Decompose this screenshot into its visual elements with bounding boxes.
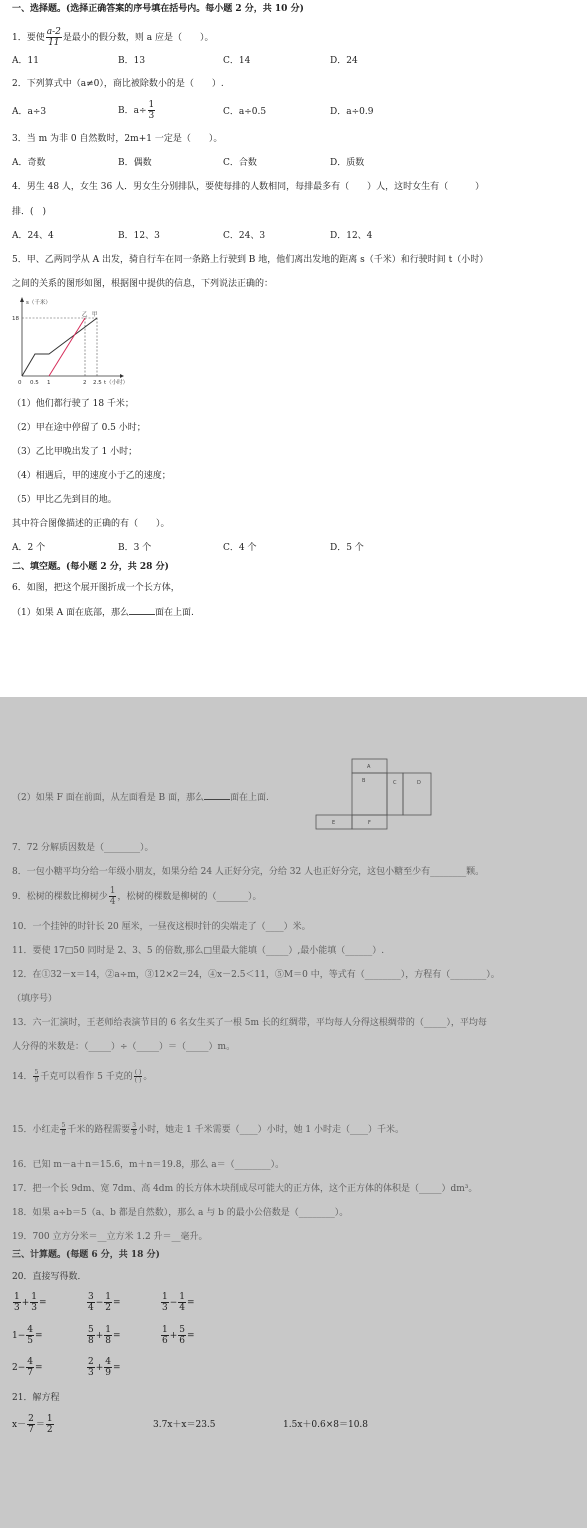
question-16: 16．已知 m－a＋n＝15.6，m＋n＝19.8，那么 a＝（________）。 bbox=[12, 1160, 285, 1170]
eq1-pre: x－ bbox=[12, 1420, 27, 1430]
fraction-denominator: 3 bbox=[31, 1303, 38, 1313]
fraction-numerator: 1 bbox=[105, 1292, 112, 1302]
statement-5: （5）甲比乙先到目的地。 bbox=[12, 495, 117, 505]
question-1-fraction bbox=[46, 27, 62, 48]
question-6-part-1 bbox=[12, 605, 194, 619]
q4-option-a: A．24、4 bbox=[12, 231, 54, 241]
equals: = bbox=[35, 1331, 43, 1341]
fraction-denominator: 8 bbox=[61, 1130, 66, 1137]
q15-fraction-2 bbox=[131, 1122, 137, 1137]
question-13-line-1: 13．六一汇演时，王老师给表演节目的 6 名女生买了一根 5m 长的红绸带，平均每人分得这根绸带的（_____），平均每 bbox=[12, 1018, 487, 1028]
fraction-numerator: ( ) bbox=[134, 1069, 142, 1076]
question-12-note: （填序号） bbox=[12, 994, 58, 1004]
fraction-numerator: 5 bbox=[61, 1122, 66, 1129]
fraction-numerator: 1 bbox=[148, 100, 155, 110]
fraction-numerator: 5 bbox=[34, 1069, 39, 1076]
fraction-denominator: 6 bbox=[162, 1336, 168, 1346]
line-jia bbox=[22, 318, 97, 376]
fraction-numerator: 2 bbox=[28, 1414, 34, 1424]
q2-option-a: A．a÷3 bbox=[12, 107, 47, 117]
section-1-title: 一、选择题。(选择正确答案的序号填在括号内。每小题 2 分，共 10 分) bbox=[12, 4, 304, 14]
equals: = bbox=[113, 1298, 121, 1308]
x-tick-2.5: 2.5 bbox=[93, 380, 102, 386]
question-10: 10．一个挂钟的时针长 20 厘米，一昼夜这根时针的尖端走了（____）米。 bbox=[12, 922, 311, 932]
y-axis-arrow bbox=[20, 297, 24, 302]
calc-4 bbox=[12, 1325, 43, 1346]
fraction-denominator: 8 bbox=[105, 1336, 112, 1346]
equals: = bbox=[187, 1331, 195, 1341]
x-tick-0: 0 bbox=[18, 380, 22, 386]
q2-option-c: C．a÷0.5 bbox=[223, 107, 267, 117]
operator: − bbox=[169, 1298, 178, 1308]
eq1-equals: ＝ bbox=[35, 1420, 45, 1430]
fraction-denominator: 8 bbox=[132, 1130, 137, 1137]
operator: − bbox=[17, 1331, 26, 1341]
fraction-denominator: 3 bbox=[148, 111, 155, 121]
equals: = bbox=[187, 1298, 195, 1308]
label-a: A bbox=[367, 764, 371, 770]
fraction-denominator: 2 bbox=[105, 1303, 112, 1313]
label-e: E bbox=[332, 820, 336, 826]
x-axis-arrow bbox=[120, 374, 124, 378]
question-15 bbox=[12, 1122, 404, 1137]
fraction-numerator: a-2 bbox=[46, 27, 61, 37]
fraction-numerator: 2 bbox=[88, 1357, 94, 1367]
q2-option-b-pre: B．a÷ bbox=[118, 106, 147, 116]
question-5-line-1: 5．甲、乙两同学从 A 出发，骑自行车在同一条路上行驶到 B 地，他们离出发地的距离 s（千米）和行驶时间 t（小时） bbox=[12, 255, 489, 265]
statement-1: （1）他们都行驶了 18 千米； bbox=[12, 399, 134, 409]
q6-2-post: 面在上面. bbox=[230, 793, 269, 803]
equation-1 bbox=[12, 1414, 55, 1435]
calc-6 bbox=[160, 1325, 195, 1346]
fraction-denominator: 2 bbox=[46, 1425, 53, 1435]
fraction-denominator: 9 bbox=[34, 1077, 39, 1084]
q5-option-a: A．2 个 bbox=[12, 543, 46, 553]
section-3-title: 三、计算题。(每题 6 分，共 18 分) bbox=[12, 1250, 160, 1260]
fraction-denominator: 4 bbox=[109, 897, 116, 907]
question-4-line-1: 4．男生 48 人，女生 36 人．男女生分别排队，要使每排的人数相同，每排最多有（ ）人，这时女生有（ ） bbox=[12, 182, 485, 192]
q9-fraction bbox=[109, 886, 117, 907]
fraction-denominator: 4 bbox=[179, 1303, 186, 1313]
question-5-line-2: 之间的关系的图形如图，根据图中提供的信息，下列说法正确的： bbox=[12, 279, 274, 289]
question-11: 11．要使 17□50 同时是 2、3、5 的倍数,那么□里最大能填（_____）,最小能填（______）. bbox=[12, 946, 385, 956]
q3-option-c: C．合数 bbox=[223, 158, 257, 168]
fraction-numerator: 1 bbox=[162, 1325, 168, 1335]
fraction-numerator: 3 bbox=[132, 1122, 137, 1129]
q15-pre: 15．小红走 bbox=[12, 1125, 60, 1135]
q2-option-b-fraction bbox=[148, 100, 156, 121]
fraction-numerator: 4 bbox=[27, 1357, 34, 1367]
calc-7 bbox=[12, 1357, 43, 1378]
question-4-line-2: 排．( ) bbox=[12, 207, 47, 217]
q2-option-b bbox=[118, 100, 156, 121]
question-17: 17．把一个长 9dm、宽 7dm、高 4dm 的长方体木块削成尽可能大的正方体，这个正方体的体积是（_____）dm³。 bbox=[12, 1184, 478, 1194]
label-d: D bbox=[417, 780, 421, 786]
equation-2: 3.7x＋x＝23.5 bbox=[153, 1420, 216, 1430]
x-tick-2: 2 bbox=[83, 380, 87, 386]
question-1 bbox=[12, 27, 213, 48]
q4-option-d: D．12、4 bbox=[330, 231, 373, 241]
equation-3: 1.5x＋0.6×8＝10.8 bbox=[283, 1420, 369, 1430]
fraction-denominator: 3 bbox=[162, 1303, 168, 1313]
fraction-numerator: 1 bbox=[179, 1292, 186, 1302]
fraction-denominator: 11 bbox=[48, 38, 60, 48]
question-1-post: 是最小的假分数，则 a 应是（ ）。 bbox=[62, 33, 214, 43]
fraction-numerator: 1 bbox=[46, 1414, 53, 1424]
answer-blank bbox=[204, 790, 230, 800]
q6-1-pre: （1）如果 A 面在底部，那么 bbox=[12, 608, 129, 618]
operator: − bbox=[17, 1363, 26, 1373]
calc-3 bbox=[160, 1292, 195, 1313]
label-f: F bbox=[368, 820, 371, 826]
equals: = bbox=[113, 1331, 121, 1341]
fraction-numerator: 1 bbox=[109, 886, 116, 896]
label-c: C bbox=[393, 780, 397, 786]
calc-8 bbox=[86, 1357, 121, 1378]
fraction-denominator: 8 bbox=[88, 1336, 94, 1346]
fraction-denominator: 7 bbox=[28, 1425, 34, 1435]
q6-1-post: 面在上面. bbox=[154, 608, 194, 618]
operator: − bbox=[95, 1298, 104, 1308]
question-19: 19．700 立方分米＝__立方米 1.2 升＝__毫升。 bbox=[12, 1232, 208, 1242]
fraction-numerator: 5 bbox=[88, 1325, 94, 1335]
q15-mid: 千米的路程需要 bbox=[67, 1125, 131, 1135]
q2-option-d: D．a÷0.9 bbox=[330, 107, 374, 117]
q14-fraction bbox=[33, 1069, 39, 1084]
fraction-numerator: 4 bbox=[27, 1325, 34, 1335]
q3-option-a: A．奇数 bbox=[12, 158, 46, 168]
statement-4: （4）相遇后，甲的速度小于乙的速度； bbox=[12, 471, 171, 481]
q14-blank-fraction bbox=[134, 1069, 143, 1084]
question-18: 18．如果 a÷b＝5（a、b 都是自然数），那么 a 与 b 的最小公倍数是（________）。 bbox=[12, 1208, 349, 1218]
calc-2 bbox=[86, 1292, 121, 1313]
x-tick-0.5: 0.5 bbox=[30, 380, 39, 386]
q15-post: 小时，她走 1 千米需要（____）小时，她 1 小时走（____）千米。 bbox=[138, 1125, 405, 1135]
statement-2: （2）甲在途中停留了 0.5 小时； bbox=[12, 423, 146, 433]
x-axis-label: t（小时） bbox=[104, 380, 128, 386]
question-21: 21．解方程 bbox=[12, 1393, 60, 1403]
whole-number: 1 bbox=[12, 1331, 18, 1341]
q14-pre: 14． bbox=[12, 1072, 33, 1082]
statement-3: （3）乙比甲晚出发了 1 小时； bbox=[12, 447, 138, 457]
x-tick-1: 1 bbox=[47, 380, 51, 386]
question-14 bbox=[12, 1069, 152, 1084]
answer-blank bbox=[129, 605, 155, 615]
q6-2-pre: （2）如果 F 面在前面，从左面看是 B 面，那么 bbox=[12, 793, 205, 803]
question-6-part-2 bbox=[12, 790, 269, 804]
fraction-numerator: 1 bbox=[105, 1325, 112, 1335]
question-8: 8．一包小糖平均分给一年级小朋友，如果分给 24 人正好分完，分给 32 人也正好分完，这包小糖至少有________颗。 bbox=[12, 867, 485, 877]
equals: = bbox=[113, 1363, 121, 1373]
fraction-denominator: ( ) bbox=[134, 1077, 142, 1084]
q1-option-d: D．24 bbox=[330, 56, 358, 66]
cuboid-net-diagram bbox=[312, 756, 436, 834]
fraction-numerator: 1 bbox=[31, 1292, 38, 1302]
calc-1 bbox=[12, 1292, 47, 1313]
operator: + bbox=[95, 1363, 104, 1373]
fraction-denominator: 7 bbox=[27, 1368, 34, 1378]
question-20: 20．直接写得数． bbox=[12, 1272, 87, 1282]
fraction-numerator: 5 bbox=[179, 1325, 186, 1335]
question-9 bbox=[12, 886, 261, 907]
fraction-denominator: 3 bbox=[88, 1368, 94, 1378]
q15-fraction-1 bbox=[60, 1122, 66, 1137]
y-tick-18: 18 bbox=[12, 316, 19, 322]
q9-pre: 9．松树的棵数比柳树少 bbox=[12, 892, 108, 902]
question-1-pre: 1．要使 bbox=[12, 33, 45, 43]
line-yi bbox=[49, 318, 85, 376]
question-12: 12．在①32－x＝14，②a÷m，③12×2＝24，④x－2.5＜11，⑤M＝0 中，等式有（________），方程有（________）。 bbox=[12, 970, 500, 980]
q1-option-a: A．11 bbox=[12, 56, 39, 66]
lower-page bbox=[0, 697, 587, 1528]
question-6: 6．如图，把这个展开图折成一个长方体， bbox=[12, 583, 180, 593]
question-2: 2．下列算式中（a≠0），商比被除数小的是（ ）. bbox=[12, 79, 224, 89]
equals: = bbox=[39, 1298, 47, 1308]
distance-time-graph bbox=[8, 296, 128, 388]
fraction-numerator: 1 bbox=[162, 1292, 168, 1302]
q3-option-b: B．偶数 bbox=[118, 158, 152, 168]
question-3: 3．当 m 为非 0 自然数时，2m+1 一定是（ ）。 bbox=[12, 134, 223, 144]
calc-5 bbox=[86, 1325, 121, 1346]
q4-option-c: C．24、3 bbox=[223, 231, 266, 241]
fraction-numerator: 1 bbox=[14, 1292, 20, 1302]
q4-option-b: B．12、3 bbox=[118, 231, 160, 241]
question-13-line-2: 人分得的米数是：（_____）÷（_____）＝（_____）m。 bbox=[12, 1042, 236, 1052]
fraction-denominator: 3 bbox=[14, 1303, 20, 1313]
q9-post: ，松树的棵数是柳树的（_______）。 bbox=[117, 892, 262, 902]
fraction-numerator: 3 bbox=[88, 1292, 94, 1302]
q5-option-b: B．3 个 bbox=[118, 543, 152, 553]
face-b bbox=[352, 773, 387, 815]
operator: + bbox=[169, 1331, 178, 1341]
question-5-prompt: 其中符合图像描述的正确的有（ ）。 bbox=[12, 519, 170, 529]
label-jia: 甲 bbox=[92, 312, 98, 318]
fraction-denominator: 5 bbox=[27, 1336, 34, 1346]
q1-option-c: C．14 bbox=[223, 56, 251, 66]
q5-option-c: C．4 个 bbox=[223, 543, 257, 553]
y-axis-label: s（千米） bbox=[26, 300, 51, 306]
equals: = bbox=[35, 1363, 43, 1373]
q5-option-d: D．5 个 bbox=[330, 543, 364, 553]
q1-option-b: B．13 bbox=[118, 56, 146, 66]
fraction-denominator: 9 bbox=[105, 1368, 112, 1378]
section-2-title: 二、填空题。(每小题 2 分，共 28 分) bbox=[12, 562, 169, 572]
fraction-denominator: 6 bbox=[179, 1336, 186, 1346]
label-b: B bbox=[362, 778, 366, 784]
whole-number: 2 bbox=[12, 1363, 18, 1373]
operator: + bbox=[95, 1331, 104, 1341]
question-7: 7．72 分解质因数是（________）。 bbox=[12, 843, 154, 853]
q3-option-d: D．质数 bbox=[330, 158, 365, 168]
fraction-denominator: 4 bbox=[88, 1303, 94, 1313]
label-yi: 乙 bbox=[82, 312, 88, 318]
operator: + bbox=[21, 1298, 30, 1308]
q14-post: 。 bbox=[143, 1072, 153, 1082]
q14-mid: 千克可以看作 5 千克的 bbox=[40, 1072, 133, 1082]
fraction-numerator: 4 bbox=[105, 1357, 112, 1367]
